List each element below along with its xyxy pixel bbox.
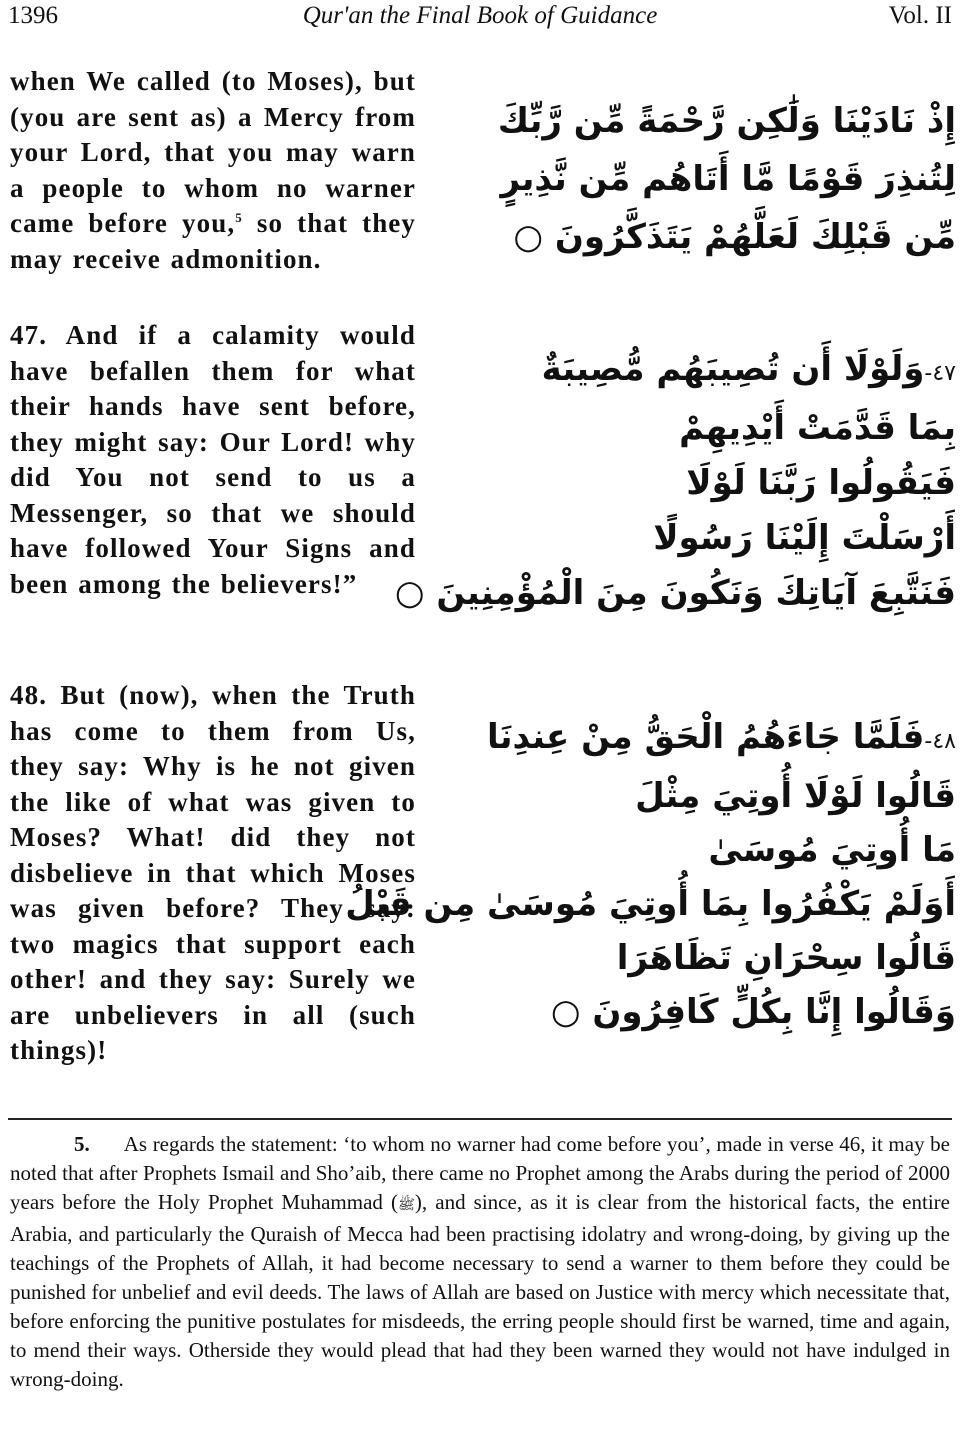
footnote-divider [8,1118,952,1120]
arabic-line: مَا أُوتِيَ مُوسَىٰ [708,830,956,870]
arabic-line: أَرْسَلْتَ إِلَيْنَا رَسُولًا [653,518,956,558]
verse-46-translation [10,64,416,277]
page-number: 1396 [8,2,58,29]
verse-48-translation: 48. But (now), when the Truth has come to them from Us, they say: Why is he not given the like of what was given to Moses? What! did they not disbelieve in that which Moses was given before? They say: two magics that support each other! and they say: Surely we are unbelievers in all (such things)! [10,680,416,1065]
verse-48-arabic [345,710,956,1039]
arabic-line: فَنَتَّبِعَ آيَاتِكَ وَنَكُونَ مِنَ الْمُؤْمِنِينَ ○ [394,573,956,613]
arabic-line [541,342,956,401]
salutation-seal: ﷺ [397,1198,415,1213]
footnote-reference: 5 [235,210,243,225]
arabic-line: قَالُوا سِحْرَانِ تَظَاهَرَا [616,938,956,978]
verse-46-arabic [497,92,956,266]
verse-47-arabic [394,342,956,621]
arabic-line: لِتُنذِرَ قَوْمًا مَّا أَتَاهُم مِّن نَّذِيرٍ [500,159,956,199]
arabic-line-text: فَلَمَّا جَاءَهُمُ الْحَقُّ مِنْ عِندِنَا [486,717,925,757]
running-title: Qur'an the Final Book of Guidance [302,2,658,29]
arabic-line: وَقَالُوا إِنَّا بِكُلٍّ كَافِرُونَ ○ [550,992,956,1032]
footnote-text-continued: ), and since, as it is clear from the historical facts, the entire Arabia, and particularly the Quraish of Mecca had been practising idolatry and wrong-doing, by giving up the teachings of the Prophets of Allah, it had become necessary to send a warner to them before they could be punished for unbelief and evil deeds. The laws of Allah are based on Justice with mercy which necessitate that, before enforcing the punitive postulates for misdeeds, the erring people should first be warned, time and again, to mend their ways. Otherside they would plead that had they been warned they would not have indulged in wrong-doing. [10,1190,950,1391]
arabic-line: قَالُوا لَوْلَا أُوتِيَ مِثْلَ [635,776,956,816]
arabic-line: فَيَقُولُوا رَبَّنَا لَوْلَا [686,463,956,503]
volume-label: Vol. II [888,2,952,29]
verse-text-continued: so that they may receive admonition. [10,208,416,274]
footnote-text: As regards the statement: ‘to whom no warner had come before you’, made in verse 46, it may be noted that after Prophets Ismail and Sho’aib, there came no Prophet among the Arabs during the period of 2000 years before the Holy Prophet Muhammad ( [10,1132,950,1214]
footnote-number: 5. [74,1132,90,1156]
verse-text: when We called (to Moses), but (you are sent as) a Mercy from your Lord, that you may warn a people to whom no warner came before you, [10,66,416,238]
arabic-line: بِمَا قَدَّمَتْ أَيْدِيهِمْ [679,408,956,448]
arabic-line: إِذْ نَادَيْنَا وَلَٰكِن رَّحْمَةً مِّن رَّبِّكَ [497,101,956,141]
footnote [10,1130,950,1394]
arabic-line: مِّن قَبْلِكَ لَعَلَّهُمْ يَتَذَكَّرُونَ ○ [513,217,956,257]
verse-number: ٤٧- [924,361,956,386]
arabic-line: أَوَلَمْ يَكْفُرُوا بِمَا أُوتِيَ مُوسَىٰ مِن قَبْلُ [345,884,956,924]
verse-number: ٤٨- [924,729,956,754]
arabic-line-text: وَلَوْلَا أَن تُصِيبَهُم مُّصِيبَةٌ [541,349,925,389]
verse-47-translation: 47. And if a calamity would have befallen them for what their hands have sent before, they might say: Our Lord! why did You not send to us a Messenger, so that we should have followed Your Signs and been among the believers!” [10,320,416,599]
page-header [8,2,952,34]
arabic-line [486,710,956,769]
